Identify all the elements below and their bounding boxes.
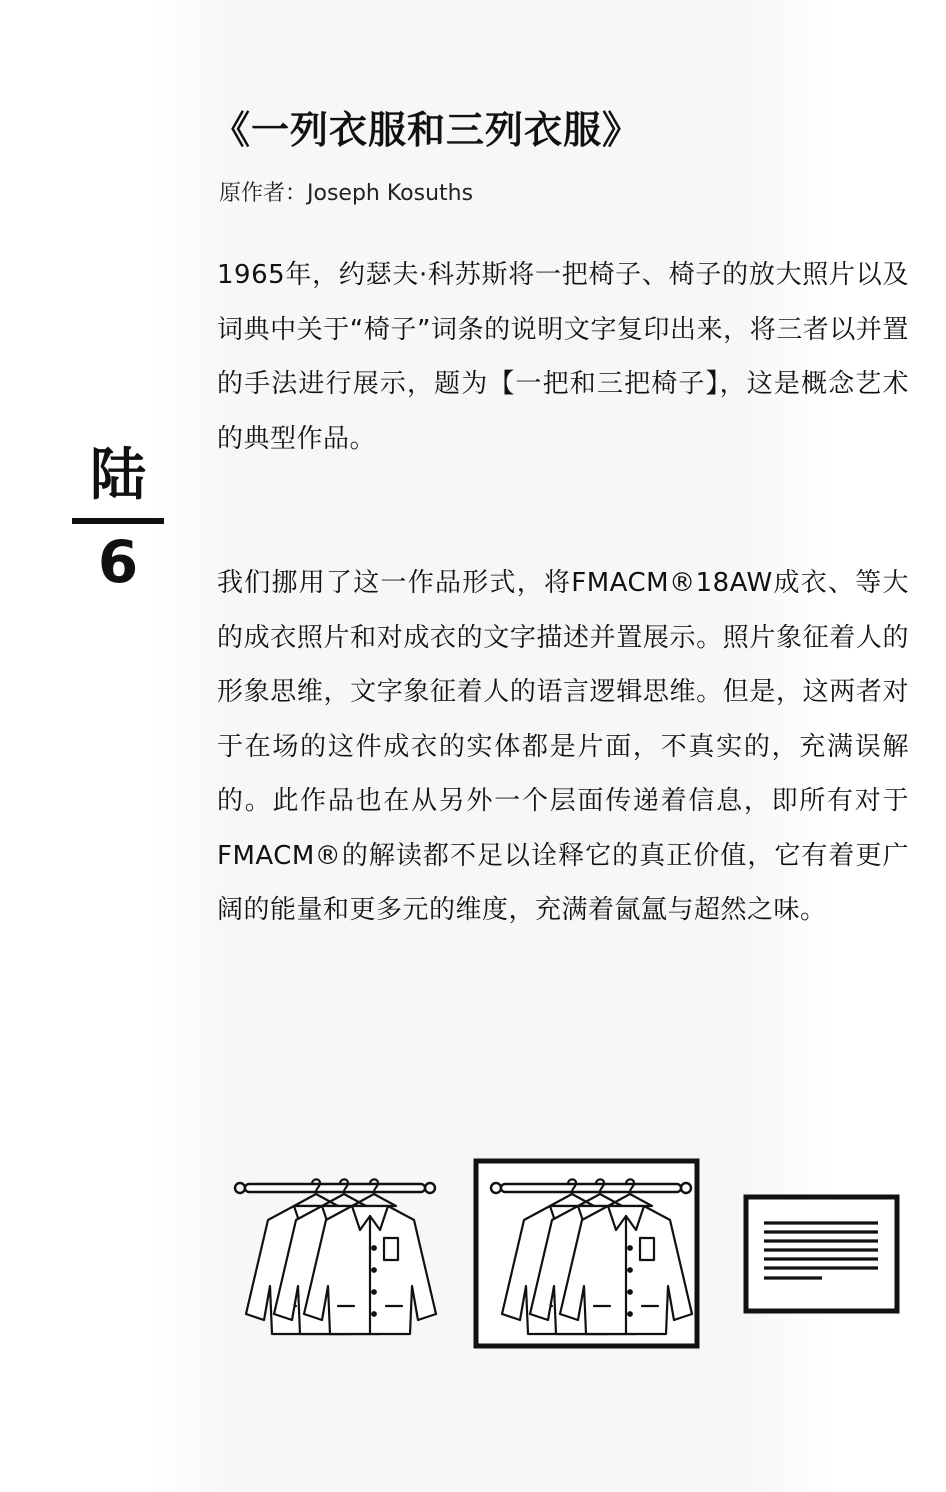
framed-photo-illustration [476,1161,697,1346]
page-title: 《一列衣服和三列衣服》 [212,108,642,152]
illustration [0,1140,946,1370]
body-paragraph: 我们挪用了这一作品形式，将FMACM®18AW成衣、等大的成衣照片和对成衣的文字描述并置展示。照片象征着人的形象思维，文字象征着人的语言逻辑思维。但是，这两者对于在场的这件成衣的实体都是片面，不真实的，充满误解的。此作品也在从另外一个层面传递着信息，即所有对于FMACM®的解读都不足以诠释它的真正价值，它有着更广阔的能量和更多元的维度，充满着氤氲与超然之味。 [217,568,909,925]
framed-text-illustration [746,1197,897,1311]
clothes-rack-illustration [235,1179,436,1334]
chapter-number-chinese: 陆 [90,443,146,508]
chapter-marker [72,440,164,594]
intro-paragraph: 1965年，约瑟夫·科苏斯将一把椅子、椅子的放大照片以及词典中关于“椅子”词条的说明文字复印出来，将三者以并置的手法进行展示，题为【一把和三把椅子】，这是概念艺术的典型作品。 [217,260,909,454]
chapter-divider [72,518,164,524]
author-line: 原作者：Joseph Kosuths [219,181,474,206]
chapter-number: 6 [97,528,139,596]
